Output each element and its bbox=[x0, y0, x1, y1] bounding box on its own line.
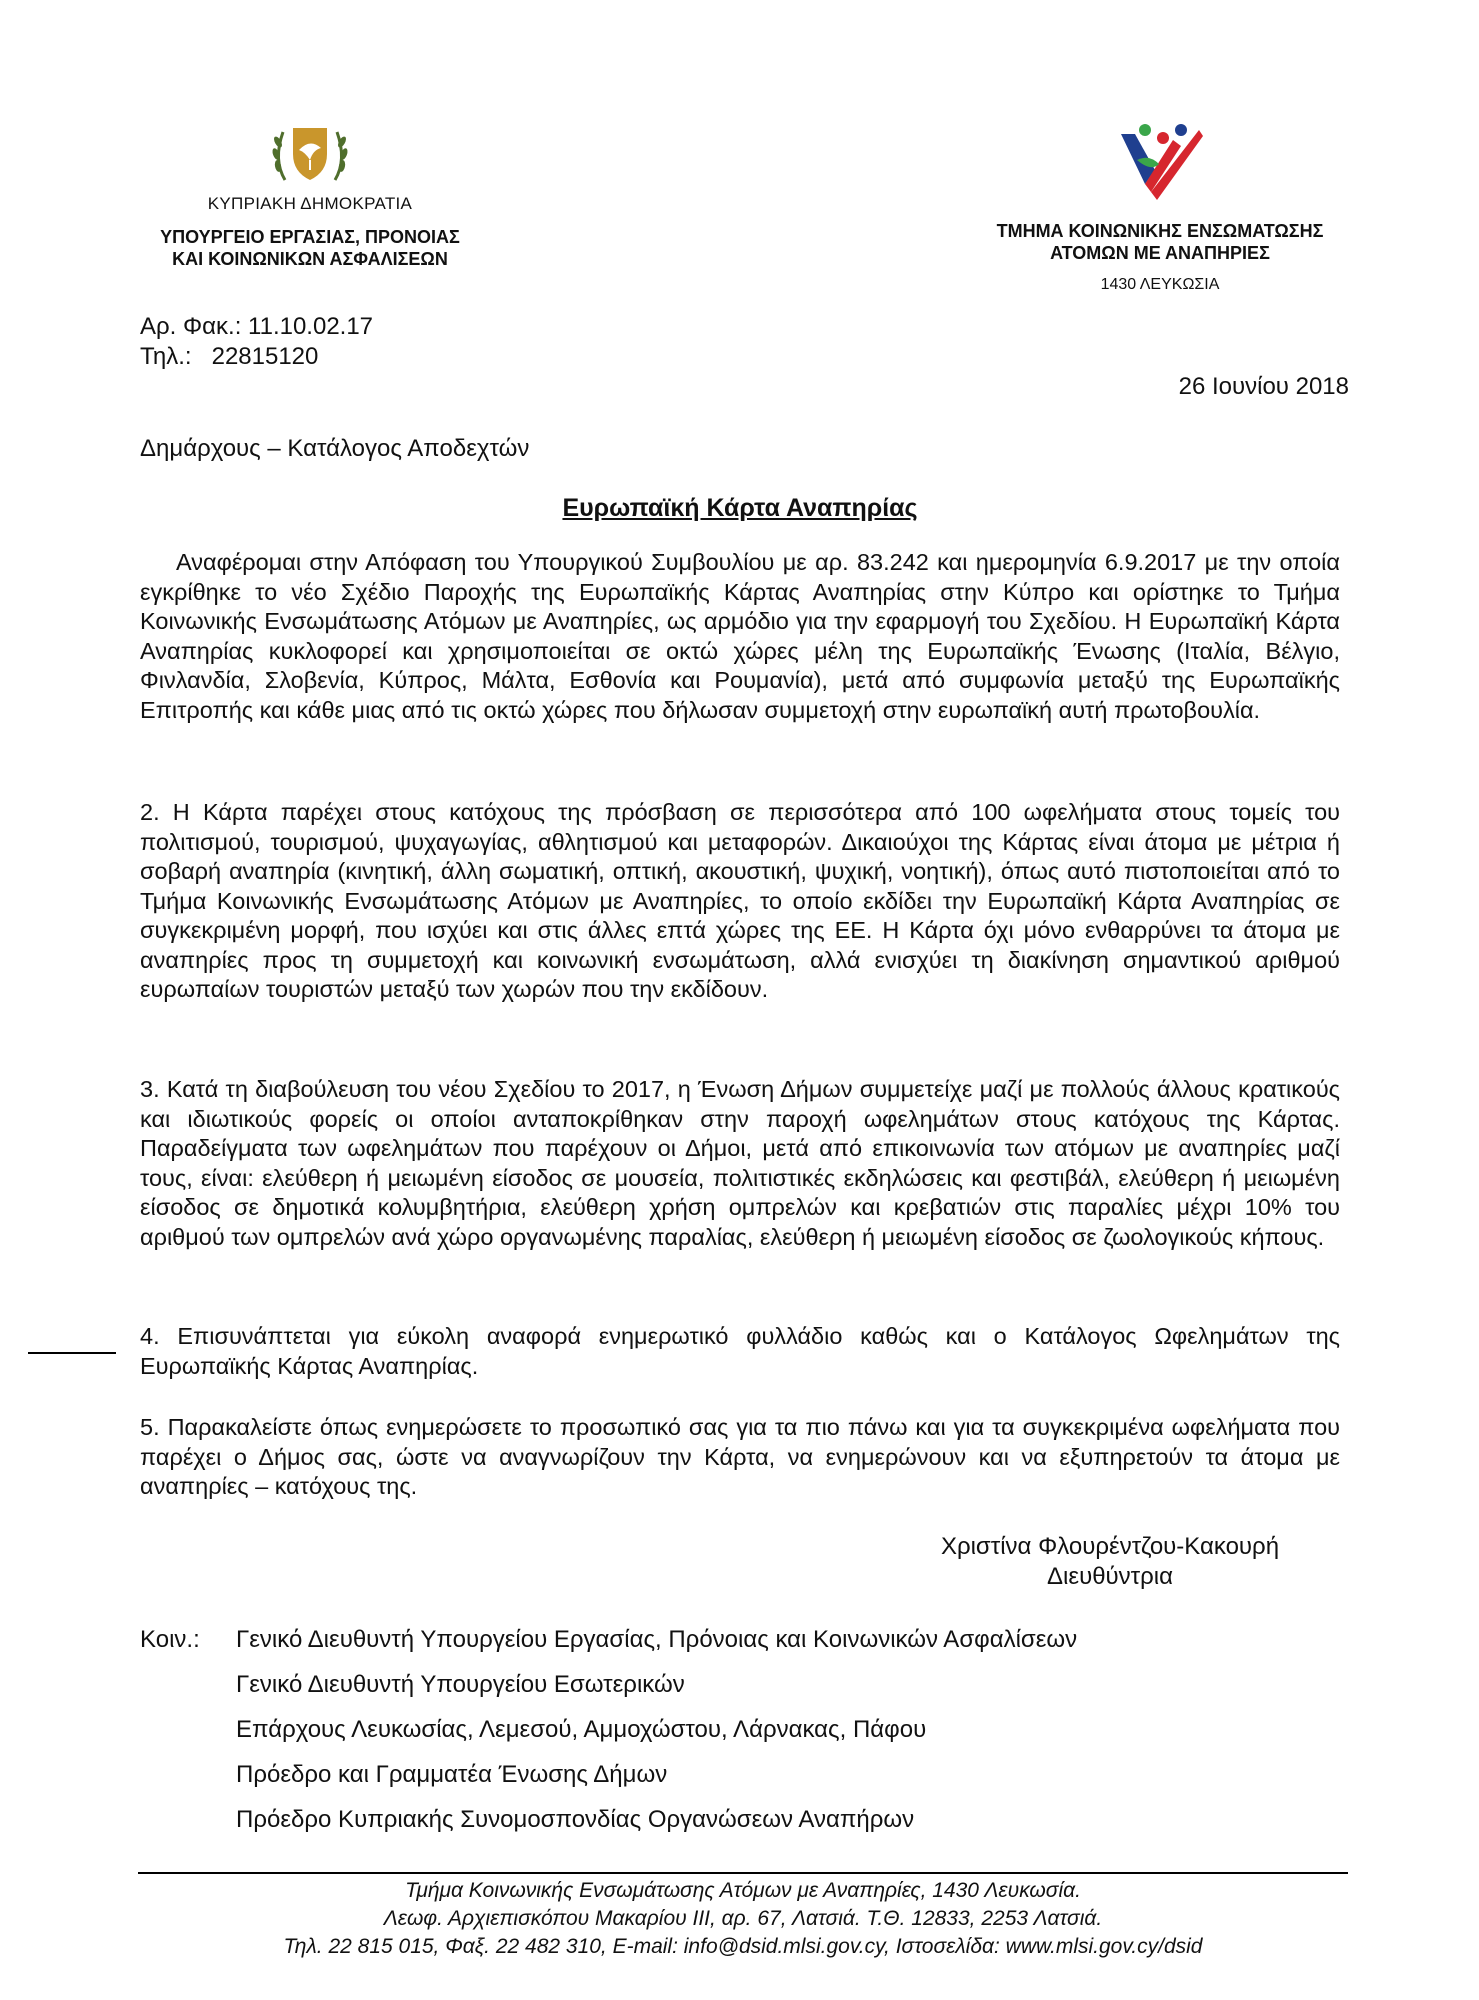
footer-divider bbox=[138, 1872, 1348, 1874]
signature-block bbox=[860, 1532, 1360, 1592]
department-city: 1430 ΛΕΥΚΩΣΙΑ bbox=[1100, 276, 1220, 293]
cc-label: Κοιν.: bbox=[140, 1626, 200, 1653]
department-name bbox=[940, 220, 1380, 264]
footer-line-2: Λεωφ. Αρχιεπισκόπου Μακαρίου ΙΙΙ, αρ. 67, Λατσιά. Τ.Θ. 12833, 2253 Λατσιά. bbox=[383, 1907, 1103, 1930]
file-reference: Αρ. Φακ.: 11.10.02.17 bbox=[140, 313, 374, 340]
header-left bbox=[100, 120, 520, 270]
margin-marker-line bbox=[28, 1352, 116, 1354]
ministry-line-1: ΥΠΟΥΡΓΕΙΟ ΕΡΓΑΣΙΑΣ, ΠΡΟΝΟΙΑΣ bbox=[160, 227, 460, 247]
signatory-role: Διευθύντρια bbox=[1047, 1563, 1173, 1590]
paragraph-5: 5. Παρακαλείστε όπως ενημερώσετε το προσωπικό σας για τα πιο πάνω και για τα συγκεκριμένα ωφελήματα που παρέχει ο Δήμος σας, ώστε να αναγνωρίζουν την Κάρτα, να ενημερώνουν και να εξυπηρετούν τα άτομα με αναπηρίες – κατόχους της. bbox=[140, 1414, 1340, 1499]
country-name: ΚΥΠΡΙΑΚΗ ΔΗΜΟΚΡΑΤΙΑ bbox=[207, 194, 413, 213]
ministry-line-2: ΚΑΙ ΚΟΙΝΩΝΙΚΩΝ ΑΣΦΑΛΙΣΕΩΝ bbox=[172, 249, 448, 269]
ministry-name bbox=[100, 226, 520, 270]
department-line-2: ΑΤΟΜΩΝ ΜΕ ΑΝΑΠΗΡΙΕΣ bbox=[1050, 243, 1270, 263]
cc-item-1: Γενικό Διευθυντή Υπουργείου Εργασίας, Πρόνοιας και Κοινωνικών Ασφαλίσεων bbox=[236, 1626, 1078, 1653]
paragraph-3: 3. Κατά τη διαβούλευση του νέου Σχεδίου το 2017, η Ένωση Δήμων συμμετείχε μαζί με πολλούς άλλους κρατικούς και ιδιωτικούς φορείς οι οποίοι ανταποκρίθηκαν στην παροχή ωφελημάτων στους κατόχους της Κάρτας. Παραδείγματα των ωφελημάτων που παρέχουν οι Δήμοι, μετά από επικοινωνία των ατόμων με αναπηρίες μαζί τους, είναι: ελεύθερη ή μειωμένη είσοδος σε μουσεία, πολιτιστικές εκδηλώσεις και φεστιβάλ, ελεύθερη ή μειωμένη είσοδος σε δημοτικά κολυμβητήρια, ελεύθερη χρήση ομπρελών και κρεβατιών στις παραλίες μέχρι 10% του αριθμού των ομπρελών ανά χώρο οργανωμένης παραλίας, ελεύθερη ή μειωμένη είσοδος σε ζωολογικούς κήπους. bbox=[140, 1076, 1340, 1250]
recipients-line: Δημάρχους – Κατάλογος Αποδεχτών bbox=[140, 435, 530, 462]
header-right bbox=[940, 120, 1380, 294]
paragraph-1: Αναφέρομαι στην Απόφαση του Υπουργικού Συμβουλίου με αρ. 83.242 και ημερομηνία 6.9.2017 με την οποία εγκρίθηκε το νέο Σχέδιο Παροχής της Ευρωπαϊκής Κάρτας Αναπηρίας στην Κύπρο και ορίστηκε το Τμήμα Κοινωνικής Ενσωμάτωσης Ατόμων με Αναπηρίες, ως αρμόδιο για την εφαρμογή του Σχεδίου. Η Ευρωπαϊκή Κάρτα Αναπηρίας κυκλοφορεί και χρησιμοποιείται σε οκτώ χώρες μέλη της Ευρωπαϊκής Ένωσης (Ιταλία, Βέλγιο, Φινλανδία, Σλοβενία, Κύπρος, Μάλτα, Εσθονία και Ρουμανία), μετά από συμφωνία μεταξύ της Ευρωπαϊκής Επιτροπής και κάθε μιας από τις οκτώ χώρες που δήλωσαν συμμετοχή στην ευρωπαϊκή αυτή πρωτοβουλία. bbox=[140, 549, 1340, 723]
letter-title: Ευρωπαϊκή Κάρτα Αναπηρίας bbox=[562, 494, 918, 522]
phone-number: Τηλ.: 22815120 bbox=[140, 343, 319, 370]
cc-item-4: Πρόεδρο και Γραμματέα Ένωσης Δήμων bbox=[236, 1761, 668, 1788]
paragraph-4: 4. Επισυνάπτεται για εύκολη αναφορά ενημερωτικό φυλλάδιο καθώς και ο Κατάλογος Ωφελημάτων της Ευρωπαϊκής Κάρτας Αναπηρίας. bbox=[140, 1323, 1340, 1379]
letter-date: 26 Ιουνίου 2018 bbox=[1178, 373, 1349, 400]
cc-item-3: Επάρχους Λευκωσίας, Λεμεσού, Αμμοχώστου, Λάρνακας, Πάφου bbox=[236, 1716, 927, 1743]
cyprus-coat-of-arms-icon bbox=[100, 120, 520, 188]
footer-line-1: Τμήμα Κοινωνικής Ενσωμάτωσης Ατόμων με Αναπηρίες, 1430 Λευκωσία. bbox=[405, 1879, 1081, 1902]
footer-line-3: Τηλ. 22 815 015, Φαξ. 22 482 310, E-mail: info@dsid.mlsi.gov.cy, Ιστοσελίδα: www.mlsi.gov.cy/dsid bbox=[283, 1935, 1203, 1958]
department-line-1: ΤΜΗΜΑ ΚΟΙΝΩΝΙΚΗΣ ΕΝΣΩΜΑΤΩΣΗΣ bbox=[996, 221, 1324, 241]
signatory-name: Χριστίνα Φλουρέντζου-Κακουρή bbox=[940, 1533, 1280, 1560]
dsid-people-logo-icon bbox=[940, 120, 1380, 204]
footer bbox=[138, 1877, 1348, 1961]
cc-item-2: Γενικό Διευθυντή Υπουργείου Εσωτερικών bbox=[236, 1671, 685, 1698]
cc-item-5: Πρόεδρο Κυπριακής Συνομοσπονδίας Οργανώσεων Αναπήρων bbox=[236, 1806, 915, 1833]
paragraph-2: 2. Η Κάρτα παρέχει στους κατόχους της πρόσβαση σε περισσότερα από 100 ωφελήματα στους τομείς του πολιτισμού, τουρισμού, ψυχαγωγίας, αθλητισμού και μεταφορών. Δικαιούχοι της Κάρτας είναι άτομα με μέτρια ή σοβαρή αναπηρία (κινητική, άλλη σωματική, οπτική, ακουστική, ψυχική, νοητική), όπως αυτό πιστοποιείται από το Τμήμα Κοινωνικής Ενσωμάτωσης Ατόμων με Αναπηρίες, το οποίο εκδίδει την Ευρωπαϊκή Κάρτα Αναπηρίας σε συγκεκριμένη μορφή, που ισχύει και στις άλλες επτά χώρες της ΕΕ. Η Κάρτα όχι μόνο ενθαρρύνει τα άτομα με αναπηρίες προς τη συμμετοχή και κοινωνική ενσωμάτωση, αλλά ενισχύει τη διακίνηση σημαντικού αριθμού ευρωπαίων τουριστών μεταξύ των χωρών που την εκδίδουν. bbox=[140, 799, 1340, 1002]
